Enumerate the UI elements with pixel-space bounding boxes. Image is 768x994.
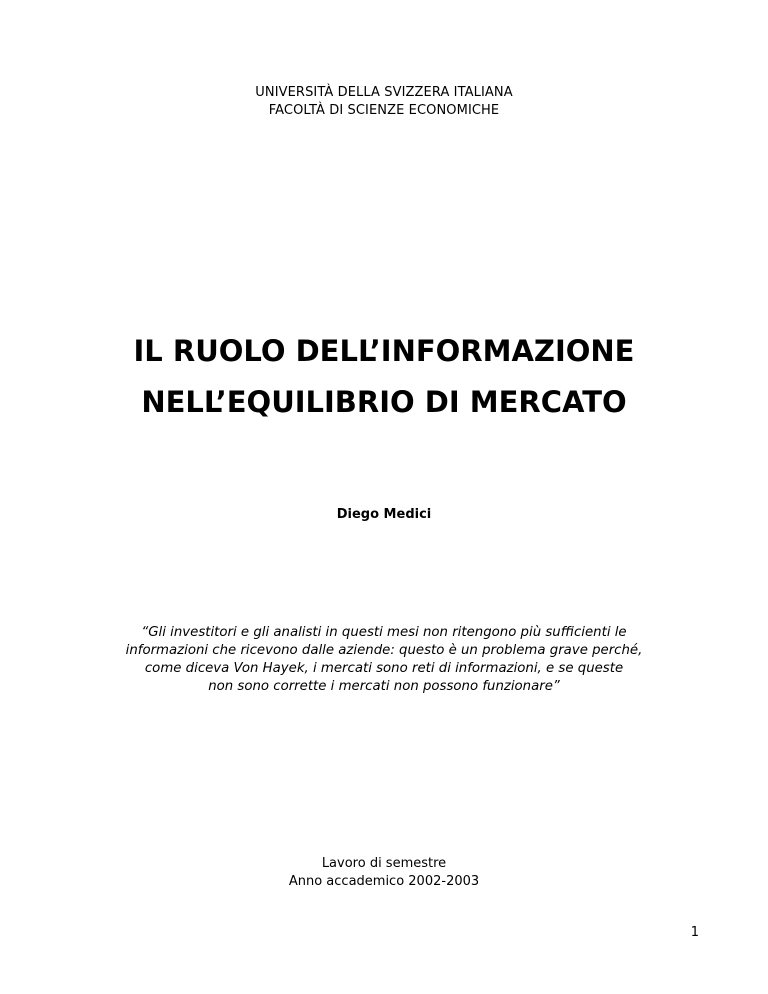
quote-line: come diceva Von Hayek, i mercati sono reti di informazioni, e se queste: [144, 661, 624, 676]
work-info: [0, 855, 768, 891]
quote-line: non sono corrette i mercati non possono funzionare”: [208, 679, 560, 694]
title-line-1: IL RUOLO DELL’INFORMAZIONE: [133, 334, 635, 368]
title-line-2: NELL’EQUILIBRIO DI MERCATO: [141, 385, 627, 419]
work-type: Lavoro di semestre: [321, 856, 447, 871]
quote-line: “Gli investitori e gli analisti in questi mesi non ritengono più sufficienti le: [141, 625, 627, 640]
university-name: UNIVERSITÀ DELLA SVIZZERA ITALIANA: [255, 85, 513, 100]
author-name: Diego Medici: [336, 507, 432, 522]
institution-header: [0, 84, 768, 120]
epigraph-quote: [0, 624, 768, 696]
page-number: 1: [690, 925, 699, 940]
academic-year: Anno accademico 2002-2003: [288, 874, 480, 889]
document-title: [0, 326, 768, 428]
faculty-name: FACOLTÀ DI SCIENZE ECONOMICHE: [268, 103, 500, 118]
quote-line: informazioni che ricevono dalle aziende: questo è un problema grave perché,: [125, 643, 643, 658]
